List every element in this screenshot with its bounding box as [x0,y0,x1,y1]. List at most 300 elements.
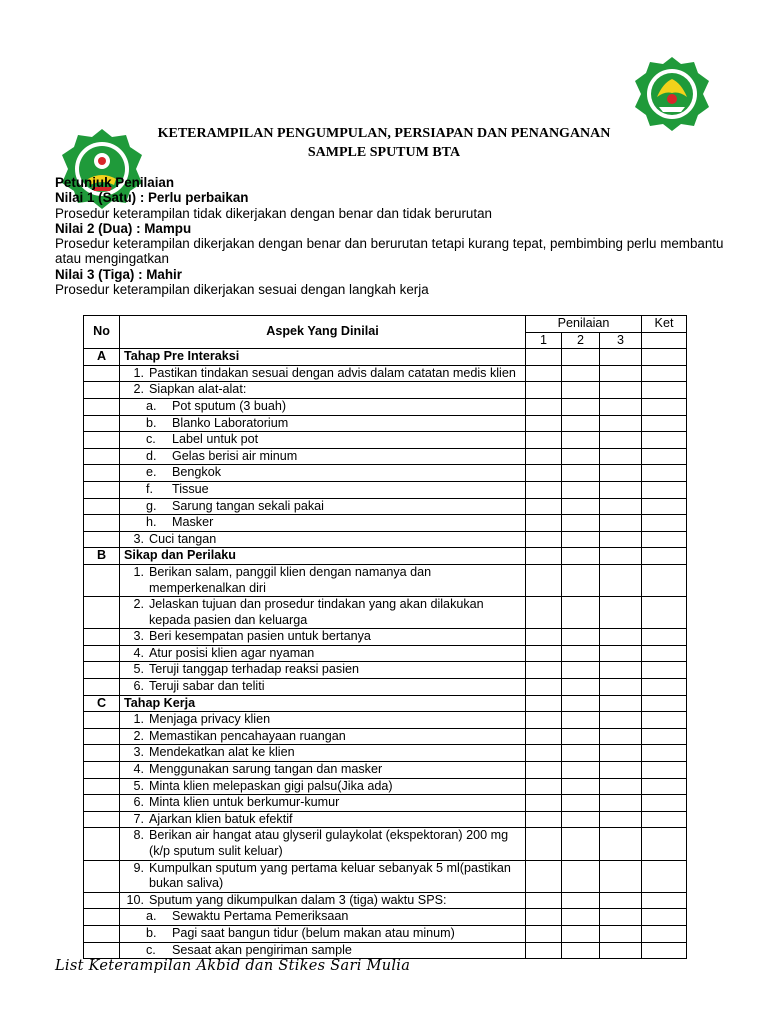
score-cell[interactable] [562,712,600,729]
ket-cell[interactable] [642,382,687,399]
item-row [84,778,687,795]
item-text-cell [120,382,526,399]
header-score-3: 3 [600,332,642,349]
score-cell[interactable] [526,498,562,515]
ket-cell[interactable] [642,398,687,415]
score-cell[interactable] [526,548,562,565]
item-text: Pot sputum (3 buah) [172,398,287,413]
score-cell[interactable] [562,811,600,828]
score-cell[interactable] [600,811,642,828]
score-cell[interactable] [562,942,600,959]
ket-cell[interactable] [642,695,687,712]
score-cell[interactable] [600,564,642,596]
ket-cell[interactable] [642,448,687,465]
item-number: 1. [133,365,144,380]
item-text-cell [120,531,526,548]
section-row [84,695,687,712]
ket-cell[interactable] [642,515,687,532]
ket-cell[interactable] [642,745,687,762]
score-cell[interactable] [562,382,600,399]
item-no-cell [84,564,120,596]
ket-cell[interactable] [642,564,687,596]
item-text-cell [120,597,526,629]
score-cell[interactable] [562,795,600,812]
item-row [84,645,687,662]
item-row [84,498,687,515]
ket-cell[interactable] [642,860,687,892]
ket-cell[interactable] [642,728,687,745]
item-number: 2. [133,728,144,743]
item-text-cell [120,795,526,812]
score-cell[interactable] [562,892,600,909]
item-no-cell [84,415,120,432]
item-no-cell [84,728,120,745]
score-cell[interactable] [600,349,642,366]
score-cell[interactable] [526,465,562,482]
ket-cell[interactable] [642,349,687,366]
score-cell[interactable] [600,629,642,646]
score-cell[interactable] [562,860,600,892]
section-row [84,548,687,565]
item-row [84,597,687,629]
item-text: Berikan salam, panggil klien dengan namanya dan memperkenalkan diri [149,564,432,595]
item-no-cell [84,629,120,646]
item-number: a. [146,909,157,924]
score-cell[interactable] [600,828,642,860]
score-cell[interactable] [526,415,562,432]
item-text: Bengkok [172,465,222,480]
header-ket-blank [642,332,687,349]
item-number: 4. [133,645,144,660]
ket-cell[interactable] [642,909,687,926]
item-text-cell [120,679,526,696]
item-text: Minta klien melepaskan gigi palsu(Jika ada) [149,778,393,793]
item-text-cell [120,465,526,482]
item-no-cell [84,679,120,696]
item-text: Memastikan pencahayaan ruangan [149,728,346,743]
item-row [84,398,687,415]
checklist-body [84,349,687,959]
item-no-cell [84,481,120,498]
item-text-cell [120,564,526,596]
item-text-cell [120,662,526,679]
item-no-cell [84,398,120,415]
criteria-heading: Petunjuk Penilaian [55,175,175,190]
item-number: c. [146,432,156,447]
ket-cell[interactable] [642,795,687,812]
score-cell[interactable] [600,498,642,515]
item-text-cell [120,629,526,646]
item-number: b. [146,925,157,940]
item-number: 5. [133,662,144,677]
item-row [84,795,687,812]
section-letter: B [84,548,120,565]
score-cell[interactable] [526,662,562,679]
header-penilaian: Penilaian [526,316,642,333]
ket-cell[interactable] [642,942,687,959]
ket-cell[interactable] [642,662,687,679]
item-row [84,629,687,646]
score-cell[interactable] [600,597,642,629]
score-cell[interactable] [600,448,642,465]
score-cell[interactable] [526,795,562,812]
header-no: No [84,316,120,349]
item-row [84,432,687,449]
score-cell[interactable] [526,695,562,712]
item-text-cell [120,892,526,909]
item-number: 2. [133,597,144,612]
score-cell[interactable] [600,531,642,548]
score-cell[interactable] [526,925,562,942]
ket-cell[interactable] [642,498,687,515]
item-text-cell [120,762,526,779]
item-text-cell [120,398,526,415]
ket-cell[interactable] [642,828,687,860]
score-cell[interactable] [526,728,562,745]
item-row [84,382,687,399]
item-row [84,762,687,779]
score-cell[interactable] [562,662,600,679]
item-text-cell [120,811,526,828]
score-cell[interactable] [562,349,600,366]
score-cell[interactable] [600,645,642,662]
item-number: 6. [133,679,144,694]
score-cell[interactable] [526,679,562,696]
item-row [84,465,687,482]
score-cell[interactable] [526,712,562,729]
score-cell[interactable] [600,762,642,779]
item-text-cell [120,712,526,729]
score-cell[interactable] [562,679,600,696]
item-text-cell [120,481,526,498]
score-cell[interactable] [600,712,642,729]
item-text-cell [120,448,526,465]
score-cell[interactable] [526,942,562,959]
item-no-cell [84,448,120,465]
item-row [84,892,687,909]
nilai-2-label: Nilai 2 (Dua) : Mampu [55,220,192,236]
score-cell[interactable] [562,778,600,795]
item-number: 5. [133,778,144,793]
item-text-cell [120,745,526,762]
score-cell[interactable] [526,828,562,860]
item-text: Menjaga privacy klien [149,712,271,727]
item-number: f. [146,481,153,496]
item-text-cell [120,498,526,515]
ket-cell[interactable] [642,531,687,548]
score-cell[interactable] [600,548,642,565]
score-cell[interactable] [562,415,600,432]
ket-cell[interactable] [642,645,687,662]
item-text: Masker [172,515,214,530]
item-row [84,811,687,828]
item-no-cell [84,828,120,860]
score-cell[interactable] [562,728,600,745]
score-cell[interactable] [562,432,600,449]
nilai-1-desc: Prosedur keterampilan tidak dikerjakan dengan benar dan tidak berurutan [55,205,492,221]
score-cell[interactable] [600,892,642,909]
score-cell[interactable] [600,695,642,712]
item-text-cell [120,909,526,926]
nilai-3-desc: Prosedur keterampilan dikerjakan sesuai dengan langkah kerja [55,282,429,298]
item-text: Gelas berisi air minum [172,448,298,463]
item-text-cell [120,515,526,532]
item-text-cell [120,860,526,892]
item-text-cell [120,415,526,432]
item-number: h. [146,515,157,530]
item-row [84,679,687,696]
ket-cell[interactable] [642,712,687,729]
score-cell[interactable] [600,778,642,795]
ket-cell[interactable] [642,679,687,696]
score-cell[interactable] [562,498,600,515]
score-cell[interactable] [526,597,562,629]
item-text: Sesaat akan pengiriman sample [172,942,352,957]
item-row [84,909,687,926]
score-cell[interactable] [562,745,600,762]
section-title: Tahap Kerja [120,695,526,712]
item-number: c. [146,942,156,957]
header-score-2: 2 [562,332,600,349]
score-cell[interactable] [562,531,600,548]
title-line-2: SAMPLE SPUTUM BTA [307,145,461,160]
item-text-cell [120,828,526,860]
item-number: 6. [133,795,144,810]
section-title: Sikap dan Perilaku [120,548,526,565]
item-row [84,728,687,745]
ket-cell[interactable] [642,415,687,432]
item-text: Atur posisi klien agar nyaman [149,645,315,660]
score-cell[interactable] [526,892,562,909]
score-cell[interactable] [600,365,642,382]
item-no-cell [84,515,120,532]
item-text: Tissue [172,481,209,496]
item-no-cell [84,597,120,629]
score-cell[interactable] [526,909,562,926]
section-letter: C [84,695,120,712]
item-no-cell [84,382,120,399]
item-row [84,515,687,532]
ket-cell[interactable] [642,762,687,779]
item-text: Sarung tangan sekali pakai [172,498,324,513]
item-number: e. [146,465,157,480]
item-text-cell [120,645,526,662]
item-row [84,564,687,596]
score-cell[interactable] [526,481,562,498]
stikes-crest-icon [633,55,711,133]
item-row [84,828,687,860]
item-no-cell [84,860,120,892]
score-cell[interactable] [526,629,562,646]
item-row [84,745,687,762]
score-cell[interactable] [526,645,562,662]
item-number: 9. [133,860,144,875]
item-row [84,712,687,729]
item-number: b. [146,415,157,430]
item-text: Sewaktu Pertama Pemeriksaan [172,909,349,924]
item-text: Pagi saat bangun tidur (belum makan atau minum) [172,925,455,940]
score-cell[interactable] [526,745,562,762]
score-cell[interactable] [562,515,600,532]
item-text: Label untuk pot [172,432,259,447]
score-cell[interactable] [526,432,562,449]
ket-cell[interactable] [642,892,687,909]
score-cell[interactable] [526,811,562,828]
item-text-cell [120,365,526,382]
score-cell[interactable] [562,629,600,646]
item-number: a. [146,398,157,413]
ket-cell[interactable] [642,811,687,828]
score-cell[interactable] [562,762,600,779]
header-score-1: 1 [526,332,562,349]
item-no-cell [84,909,120,926]
score-cell[interactable] [562,828,600,860]
score-cell[interactable] [600,860,642,892]
title-line-1: KETERAMPILAN PENGUMPULAN, PERSIAPAN DAN PENANGANAN [157,126,611,141]
item-number: 1. [133,564,144,579]
score-cell[interactable] [562,925,600,942]
score-cell[interactable] [526,531,562,548]
item-row [84,415,687,432]
item-row [84,662,687,679]
score-cell[interactable] [526,762,562,779]
item-text: Beri kesempatan pasien untuk bertanya [149,629,371,644]
item-row [84,365,687,382]
item-text: Siapkan alat-alat: [149,382,247,397]
item-text: Pastikan tindakan sesuai dengan advis dalam catatan medis klien [149,365,516,380]
item-row [84,925,687,942]
score-cell[interactable] [562,564,600,596]
ket-cell[interactable] [642,597,687,629]
ket-cell[interactable] [642,465,687,482]
score-cell[interactable] [526,349,562,366]
score-cell[interactable] [526,515,562,532]
item-no-cell [84,745,120,762]
nilai-1-label: Nilai 1 (Satu) : Perlu perbaikan [55,190,249,206]
score-cell[interactable] [600,679,642,696]
item-row [84,942,687,959]
item-text: Sputum yang dikumpulkan dalam 3 (tiga) waktu SPS: [149,892,447,907]
score-cell[interactable] [600,515,642,532]
checklist-table [83,315,687,959]
header-aspek: Aspek Yang Dinilai [120,316,526,349]
item-number: g. [146,498,157,513]
item-text-cell [120,925,526,942]
score-cell[interactable] [600,662,642,679]
score-cell[interactable] [562,597,600,629]
item-no-cell [84,892,120,909]
item-text: Teruji sabar dan teliti [149,679,265,694]
item-no-cell [84,498,120,515]
item-text-cell [120,432,526,449]
score-cell[interactable] [562,548,600,565]
item-row [84,531,687,548]
footer-text: List Keterampilan Akbid dan Stikes Sari Mulia [55,958,411,974]
item-no-cell [84,712,120,729]
score-cell[interactable] [600,942,642,959]
item-text: Cuci tangan [149,531,217,546]
item-row [84,481,687,498]
document-title [120,124,648,162]
score-cell[interactable] [600,382,642,399]
section-row [84,349,687,366]
item-no-cell [84,762,120,779]
score-cell[interactable] [600,745,642,762]
ket-cell[interactable] [642,629,687,646]
item-text-cell [120,942,526,959]
score-cell[interactable] [600,432,642,449]
ket-cell[interactable] [642,778,687,795]
item-text: Teruji tanggap terhadap reaksi pasien [149,662,360,677]
score-cell[interactable] [562,398,600,415]
item-row [84,448,687,465]
ket-cell[interactable] [642,548,687,565]
item-text: Minta klien untuk berkumur-kumur [149,795,340,810]
header-ket: Ket [642,316,687,333]
item-no-cell [84,778,120,795]
item-text: Kumpulkan sputum yang pertama keluar sebanyak 5 ml(pastikan bukan saliva) [149,860,511,891]
item-no-cell [84,365,120,382]
ket-cell[interactable] [642,481,687,498]
score-cell[interactable] [562,481,600,498]
score-cell[interactable] [600,465,642,482]
score-cell[interactable] [600,909,642,926]
item-no-cell [84,662,120,679]
item-number: 3. [133,745,144,760]
score-cell[interactable] [600,415,642,432]
score-cell[interactable] [562,645,600,662]
item-no-cell [84,465,120,482]
score-cell[interactable] [562,909,600,926]
item-text: Jelaskan tujuan dan prosedur tindakan yang akan dilakukan kepada pasien dan keluarga [149,597,484,627]
item-text: Mendekatkan alat ke klien [149,745,295,760]
item-number: 1. [133,712,144,727]
item-number: 3. [133,629,144,644]
section-title: Tahap Pre Interaksi [120,349,526,366]
item-no-cell [84,925,120,942]
nilai-2-desc: Prosedur keterampilan dikerjakan dengan benar dan berurutan tetapi kurang tepat, pembimbing perlu membantu atau mengingatkan [55,236,724,267]
score-cell[interactable] [526,398,562,415]
nilai-3-label: Nilai 3 (Tiga) : Mahir [55,266,182,282]
score-cell[interactable] [526,778,562,795]
item-number: 7. [133,811,144,826]
score-cell[interactable] [526,382,562,399]
ket-cell[interactable] [642,432,687,449]
scoring-criteria [55,175,735,297]
score-cell[interactable] [526,860,562,892]
item-text: Ajarkan klien batuk efektif [149,811,293,826]
score-cell[interactable] [562,448,600,465]
ket-cell[interactable] [642,365,687,382]
item-number: 8. [133,828,144,843]
score-cell[interactable] [526,564,562,596]
item-number: 2. [133,382,144,397]
score-cell[interactable] [562,465,600,482]
score-cell[interactable] [600,795,642,812]
ket-cell[interactable] [642,925,687,942]
score-cell[interactable] [600,925,642,942]
score-cell[interactable] [562,365,600,382]
score-cell[interactable] [600,728,642,745]
score-cell[interactable] [600,481,642,498]
score-cell[interactable] [526,448,562,465]
item-text: Berikan air hangat atau glyseril gulaykolat (ekspektoran) 200 mg (k/p sputum sulit keluar) [149,828,509,858]
score-cell[interactable] [526,365,562,382]
item-text-cell [120,728,526,745]
score-cell[interactable] [562,695,600,712]
item-no-cell [84,432,120,449]
score-cell[interactable] [600,398,642,415]
